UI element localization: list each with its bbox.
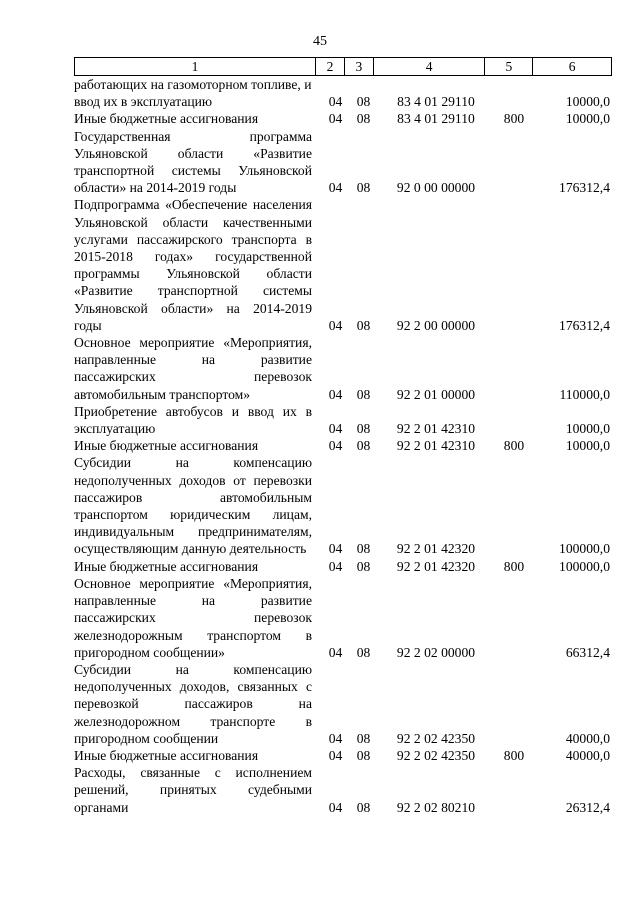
row-description: Основное мероприятие «Мероприятия, направленные на развитие пассажирских перевозок автомобильным транспортом» <box>74 335 312 402</box>
row-section: 04 <box>328 799 343 815</box>
row-section: 04 <box>328 558 343 574</box>
row-expense-type: 800 <box>503 111 525 127</box>
table-row <box>74 196 612 334</box>
column-header: 5 <box>485 58 533 75</box>
row-amount: 176312,4 <box>559 180 610 196</box>
row-amount: 100000,0 <box>559 541 610 557</box>
row-subsection: 08 <box>356 180 371 196</box>
row-section: 04 <box>328 111 343 127</box>
row-expense-type: 800 <box>503 438 525 454</box>
table-row <box>74 747 612 764</box>
row-amount: 66312,4 <box>565 644 610 660</box>
row-amount: 10000,0 <box>565 438 610 454</box>
row-amount: 10000,0 <box>565 111 610 127</box>
row-target-article: 92 2 00 00000 <box>396 317 476 333</box>
row-section: 04 <box>328 747 343 763</box>
column-header: 2 <box>316 58 345 75</box>
row-description: Расходы, связанные с исполнением решений, принятых судебными органами <box>74 765 312 815</box>
row-section: 04 <box>328 180 343 196</box>
row-target-article: 92 2 01 42320 <box>396 541 476 557</box>
row-subsection: 08 <box>356 421 371 437</box>
row-subsection: 08 <box>356 317 371 333</box>
row-section: 04 <box>328 317 343 333</box>
row-amount: 176312,4 <box>559 317 610 333</box>
row-description: Приобретение автобусов и ввод их в эксплуатацию <box>74 403 312 437</box>
column-header: 3 <box>345 58 374 75</box>
row-amount: 40000,0 <box>565 730 610 746</box>
row-target-article: 92 2 02 80210 <box>396 799 476 815</box>
row-subsection: 08 <box>356 438 371 454</box>
row-section: 04 <box>328 421 343 437</box>
table-row <box>74 437 612 454</box>
row-subsection: 08 <box>356 94 371 110</box>
row-subsection: 08 <box>356 644 371 660</box>
row-description: Субсидии на компенсацию недополученных доходов от перевозки пассажиров автомобильным транспортом юридическим лицам, индивидуальным предпринимателям, осуществляющим данную деятельность <box>74 455 312 557</box>
row-description: Основное мероприятие «Мероприятия, направленные на развитие пассажирских перевозок железнодорожным транспортом в пригородном сообщении» <box>74 575 312 660</box>
row-target-article: 92 2 01 42320 <box>396 558 476 574</box>
row-amount: 40000,0 <box>565 747 610 763</box>
row-amount: 26312,4 <box>565 799 610 815</box>
row-section: 04 <box>328 730 343 746</box>
row-subsection: 08 <box>356 541 371 557</box>
row-amount: 10000,0 <box>565 421 610 437</box>
row-section: 04 <box>328 386 343 402</box>
table-row <box>74 454 612 557</box>
row-expense-type: 800 <box>503 558 525 574</box>
row-subsection: 08 <box>356 730 371 746</box>
row-target-article: 92 2 01 42310 <box>396 421 476 437</box>
row-description: Государственная программа Ульяновской области «Развитие транспортной системы Ульяновской области» на 2014-2019 годы <box>74 128 312 196</box>
row-target-article: 92 2 02 42350 <box>396 747 476 763</box>
row-amount: 110000,0 <box>559 386 610 402</box>
row-target-article: 92 2 02 00000 <box>396 644 476 660</box>
row-section: 04 <box>328 438 343 454</box>
table-row <box>74 110 612 127</box>
table-row <box>74 661 612 747</box>
row-description: Подпрограмма «Обеспечение населения Ульяновской области качественными услугами пассажирского транспорта в 2015-2018 годах» государственной программы Ульяновской области «Развитие транспортной системы Ульяновской области» на 2014-2019 годы <box>74 197 312 333</box>
table-row <box>74 334 612 403</box>
row-subsection: 08 <box>356 558 371 574</box>
row-section: 04 <box>328 644 343 660</box>
row-target-article: 83 4 01 29110 <box>397 94 475 110</box>
row-target-article: 92 2 01 00000 <box>396 386 476 402</box>
row-description: работающих на газомоторном топливе, и ввод их в эксплуатацию <box>74 77 312 110</box>
column-header: 6 <box>568 59 576 74</box>
table-row <box>74 128 612 197</box>
column-header: 4 <box>374 58 486 75</box>
row-subsection: 08 <box>356 386 371 402</box>
row-section: 04 <box>328 541 343 557</box>
column-header: 1 <box>75 58 316 75</box>
row-amount: 10000,0 <box>565 94 610 110</box>
row-section: 04 <box>328 94 343 110</box>
row-description: Субсидии на компенсацию недополученных доходов, связанных с перевозкой пассажиров на железнодорожном транспорте в пригородном сообщении <box>74 661 312 746</box>
row-target-article: 83 4 01 29110 <box>397 111 475 127</box>
table-row <box>74 764 612 816</box>
row-subsection: 08 <box>356 111 371 127</box>
row-target-article: 92 2 02 42350 <box>396 730 476 746</box>
table-header <box>74 57 612 76</box>
table-row <box>74 76 612 110</box>
budget-table <box>74 57 612 816</box>
row-target-article: 92 2 01 42310 <box>396 438 476 454</box>
row-description: Иные бюджетные ассигнования <box>74 438 259 454</box>
row-amount: 100000,0 <box>559 558 610 574</box>
table-row <box>74 403 612 437</box>
row-description: Иные бюджетные ассигнования <box>74 747 259 763</box>
row-subsection: 08 <box>356 747 371 763</box>
table-row <box>74 575 612 661</box>
row-description: Иные бюджетные ассигнования <box>74 558 259 574</box>
table-row <box>74 558 612 575</box>
row-target-article: 92 0 00 00000 <box>396 180 476 196</box>
row-expense-type: 800 <box>503 747 525 763</box>
row-subsection: 08 <box>356 799 371 815</box>
page-number: 45 <box>313 34 327 49</box>
row-description: Иные бюджетные ассигнования <box>74 111 259 127</box>
